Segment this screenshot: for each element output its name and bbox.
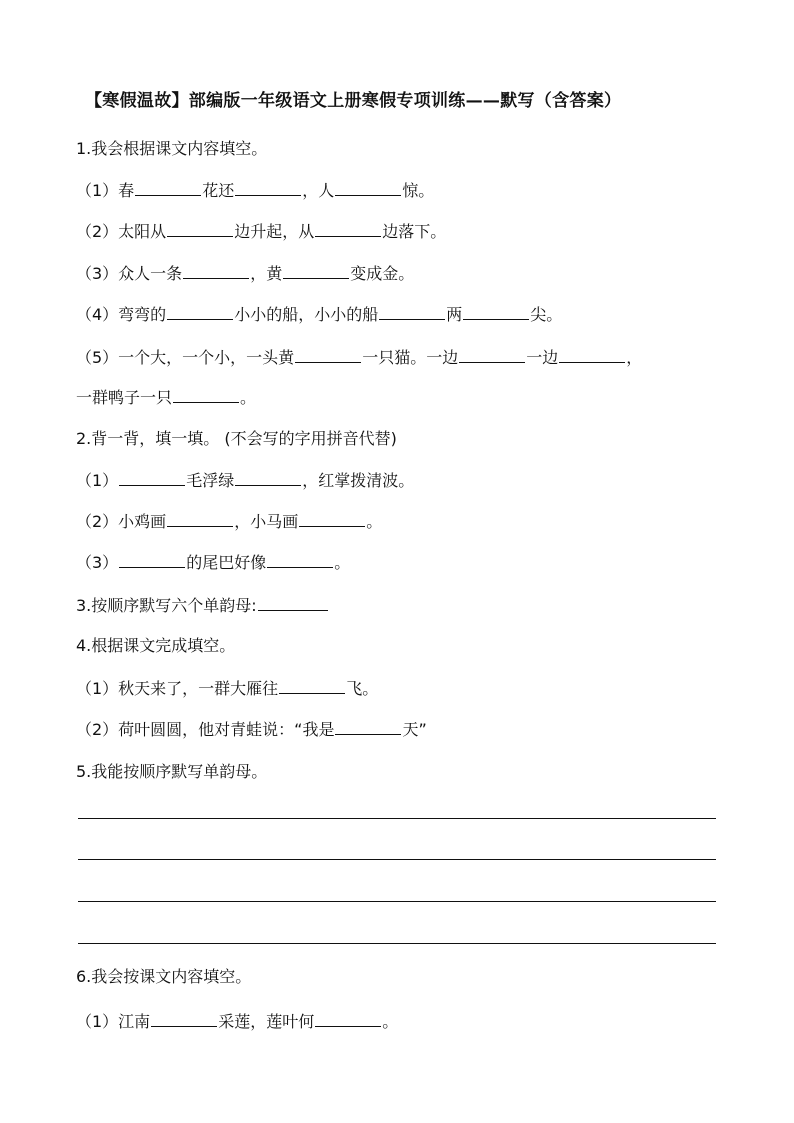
q1-item-1-text-a: （1）春 bbox=[76, 181, 135, 200]
q1-item-5-text-b: 一只猫。一边 bbox=[362, 348, 459, 367]
q1-item-3-text-b: ，黄 bbox=[250, 264, 283, 283]
q1-item-4 bbox=[76, 303, 562, 326]
answer-blank[interactable] bbox=[167, 220, 233, 237]
q1-heading: 1.我会根据课文内容填空。 bbox=[76, 139, 268, 158]
q1-item-4-text-a: （4）弯弯的 bbox=[76, 305, 167, 324]
q2-item-1 bbox=[76, 469, 414, 492]
q2-heading: 2.背一背，填一填。 (不会写的字用拼音代替) bbox=[76, 429, 397, 448]
q1-item-4-text-d: 尖。 bbox=[530, 305, 563, 324]
answer-blank[interactable] bbox=[167, 303, 233, 320]
q1-item-5-text-e: 一群鸭子一只 bbox=[76, 388, 173, 407]
q6-heading: 6.我会按课文内容填空。 bbox=[76, 967, 252, 986]
answer-blank[interactable] bbox=[119, 551, 185, 568]
answer-blank[interactable] bbox=[459, 346, 525, 363]
q1-item-5-continued bbox=[76, 386, 256, 409]
q2-item-3-text-b: 的尾巴好像 bbox=[186, 553, 267, 572]
q2-item-3-text-a: （3） bbox=[76, 553, 119, 572]
q2-item-3 bbox=[76, 551, 350, 574]
answer-blank[interactable] bbox=[315, 220, 381, 237]
q6-item-1-text-a: （1）江南 bbox=[76, 1012, 151, 1031]
answer-blank[interactable] bbox=[267, 551, 333, 568]
answer-blank[interactable] bbox=[279, 677, 345, 694]
q1-item-5 bbox=[76, 346, 642, 369]
answer-blank[interactable] bbox=[299, 510, 365, 527]
q2-item-2-text-c: 。 bbox=[366, 512, 383, 531]
q4-item-1 bbox=[76, 677, 378, 700]
q3-line bbox=[76, 594, 329, 617]
q1-item-1 bbox=[76, 179, 434, 202]
q1-item-4-text-c: 两 bbox=[446, 305, 463, 324]
answer-blank[interactable] bbox=[183, 262, 249, 279]
q4-item-1-text-b: 飞。 bbox=[346, 679, 379, 698]
answer-blank[interactable] bbox=[151, 1010, 217, 1027]
q1-item-5-text-c: 一边 bbox=[526, 348, 559, 367]
q1-item-3-text-a: （3）众人一条 bbox=[76, 264, 183, 283]
q2-item-2-text-b: ，小马画 bbox=[234, 512, 299, 531]
q5-heading: 5.我能按顺序默写单韵母。 bbox=[76, 762, 268, 781]
writing-line[interactable] bbox=[78, 818, 716, 819]
answer-blank[interactable] bbox=[167, 510, 233, 527]
worksheet-title: 【寒假温故】部编版一年级语文上册寒假专项训练——默写（含答案） bbox=[85, 91, 622, 111]
q6-item-1-text-b: 采莲，莲叶何 bbox=[218, 1012, 315, 1031]
q1-item-3 bbox=[76, 262, 414, 285]
q1-item-2-text-a: （2）太阳从 bbox=[76, 222, 167, 241]
q1-item-1-text-d: 惊。 bbox=[402, 181, 435, 200]
q1-item-5-text-f: 。 bbox=[240, 388, 257, 407]
q2-item-2 bbox=[76, 510, 382, 533]
q2-item-1-text-b: 毛浮绿 bbox=[186, 471, 235, 490]
q2-item-3-text-c: 。 bbox=[334, 553, 351, 572]
q1-item-5-text-d: ， bbox=[626, 348, 643, 367]
q1-item-2 bbox=[76, 220, 446, 243]
writing-line[interactable] bbox=[78, 943, 716, 944]
q1-item-5-text-a: （5）一个大，一个小，一头黄 bbox=[76, 348, 295, 367]
q6-item-1 bbox=[76, 1010, 398, 1033]
answer-blank[interactable] bbox=[315, 1010, 381, 1027]
answer-blank[interactable] bbox=[258, 594, 328, 611]
q2-item-1-text-c: ，红掌拨清波。 bbox=[302, 471, 415, 490]
q2-item-1-text-a: （1） bbox=[76, 471, 119, 490]
answer-blank[interactable] bbox=[559, 346, 625, 363]
answer-blank[interactable] bbox=[235, 179, 301, 196]
answer-blank[interactable] bbox=[335, 179, 401, 196]
q4-heading: 4.根据课文完成填空。 bbox=[76, 636, 236, 655]
writing-line[interactable] bbox=[78, 901, 716, 902]
q1-item-1-text-b: 花还 bbox=[202, 181, 235, 200]
q6-item-1-text-c: 。 bbox=[382, 1012, 399, 1031]
q1-item-4-text-b: 小小的船，小小的船 bbox=[234, 305, 379, 324]
q4-item-2 bbox=[76, 718, 427, 741]
q4-item-2-text-b: 天” bbox=[402, 720, 427, 739]
q4-item-2-text-a: （2）荷叶圆圆，他对青蛙说：“我是 bbox=[76, 720, 335, 739]
writing-line[interactable] bbox=[78, 859, 716, 860]
answer-blank[interactable] bbox=[283, 262, 349, 279]
answer-blank[interactable] bbox=[295, 346, 361, 363]
answer-blank[interactable] bbox=[119, 469, 185, 486]
q1-item-1-text-c: ，人 bbox=[302, 181, 335, 200]
q1-item-3-text-c: 变成金。 bbox=[350, 264, 415, 283]
q1-item-2-text-c: 边落下。 bbox=[382, 222, 447, 241]
answer-blank[interactable] bbox=[135, 179, 201, 196]
answer-blank[interactable] bbox=[335, 718, 401, 735]
answer-blank[interactable] bbox=[173, 386, 239, 403]
answer-blank[interactable] bbox=[463, 303, 529, 320]
answer-blank[interactable] bbox=[379, 303, 445, 320]
q1-item-2-text-b: 边升起，从 bbox=[234, 222, 315, 241]
q3-heading: 3.按顺序默写六个单韵母: bbox=[76, 596, 257, 615]
q2-item-2-text-a: （2）小鸡画 bbox=[76, 512, 167, 531]
answer-blank[interactable] bbox=[235, 469, 301, 486]
q4-item-1-text-a: （1）秋天来了，一群大雁往 bbox=[76, 679, 279, 698]
